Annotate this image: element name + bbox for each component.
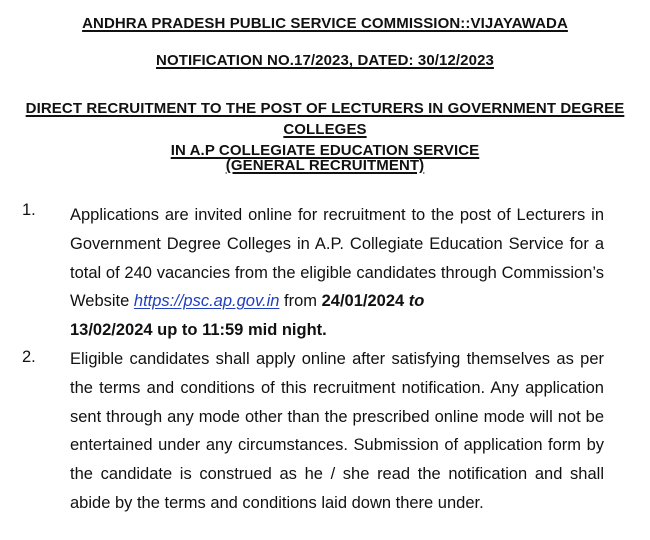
commission-website-link[interactable]: https://psc.ap.gov.in [133, 292, 280, 311]
paragraph-1-number: 1. [22, 201, 36, 219]
recruitment-category: (GENERAL RECRUITMENT) [225, 157, 425, 174]
notification-heading [0, 52, 650, 69]
subject-line-1: DIRECT RECRUITMENT TO THE POST OF LECTURERS IN GOVERNMENT DEGREE COLLEGES [25, 100, 625, 138]
paragraph-1-intro: Applications are invited online for recruitment to the post of Lecturers in Government Degree Colleges in A.P. Collegiate Education Service for a total of 240 vacancies from the eligible candidates through Commission’s Website [70, 206, 604, 311]
commission-title: ANDHRA PRADESH PUBLIC SERVICE COMMISSION::VIJAYAWADA [82, 15, 568, 32]
paragraph-1 [70, 201, 604, 345]
commission-heading [0, 15, 650, 32]
paragraph-2: Eligible candidates shall apply online after satisfying themselves as per the terms and conditions of this recruitment notification. Any application sent through any mode other than the prescribed online mode will not be entertained under any circumstances. Submission of application form by the candidate is construed as he / she read the notification and shall abide by the terms and conditions laid down there under. [70, 350, 604, 512]
application-start-date: 24/01/2024 [321, 292, 405, 311]
notification-number: NOTIFICATION NO.17/2023, DATED: 30/12/2023 [156, 52, 494, 69]
paragraph-1-from: from [279, 292, 322, 311]
paragraph-1-to: to [404, 292, 425, 311]
category-heading [0, 157, 650, 174]
subject-heading [0, 98, 650, 161]
application-end-date: 13/02/2024 up to 11:59 mid night. [70, 321, 327, 340]
subject-line-2: IN A.P COLLEGIATE EDUCATION SERVICE [170, 142, 480, 159]
paragraph-2-number: 2. [22, 348, 36, 366]
